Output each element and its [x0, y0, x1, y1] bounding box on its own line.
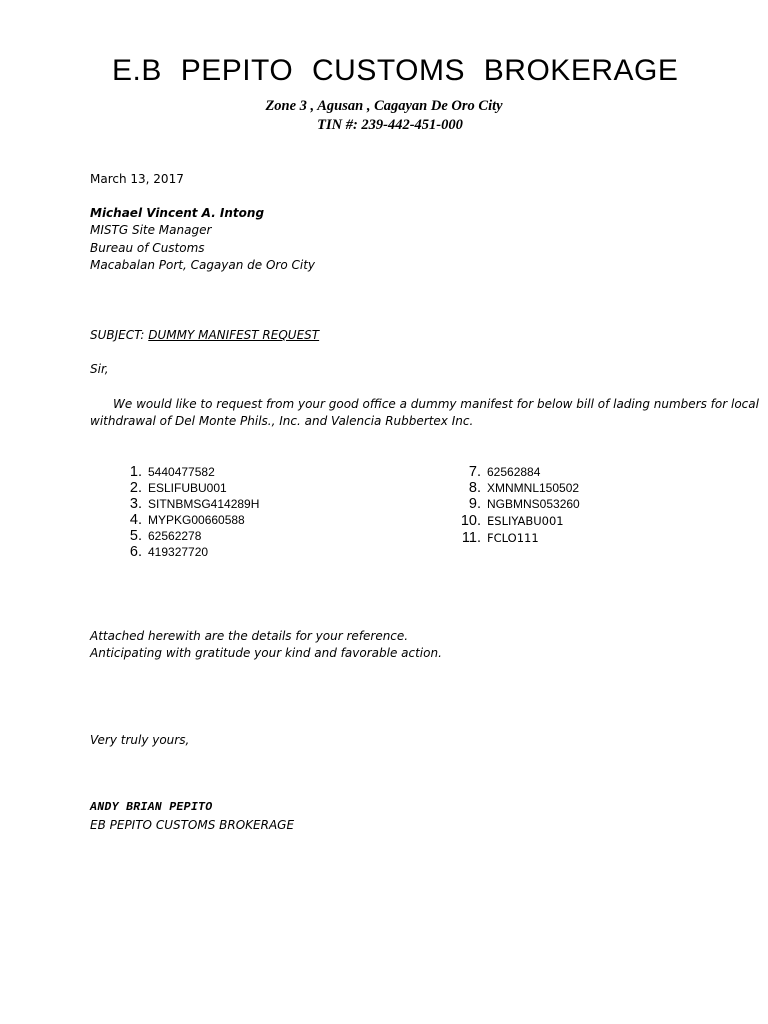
recipient-title: MISTG Site Manager — [90, 223, 212, 237]
list-item: 9. NGBMNS053260 — [468, 496, 580, 512]
signatory-name: ANDY BRIAN PEPITO — [90, 801, 213, 814]
company-tin: TIN #: 239-442-451-000 — [317, 117, 463, 133]
list-item: 3. SITNBMSG414289H — [129, 496, 260, 512]
list-item: 2. ESLIFUBU001 — [129, 480, 227, 496]
company-name: E.B PEPITO CUSTOMS BROKERAGE — [112, 54, 679, 87]
company-address: Zone 3 , Agusan , Cagayan De Oro City — [265, 98, 503, 114]
list-item: 7. 62562884 — [468, 464, 541, 480]
list-item: 11. FCLO111 — [461, 530, 539, 546]
recipient-office: Bureau of Customs — [90, 241, 205, 255]
list-item: 4. MYPKG00660588 — [129, 512, 245, 528]
list-item: 5. 62562278 — [129, 528, 202, 544]
list-item: 8. XMNMNL150502 — [468, 480, 580, 496]
subject-line — [90, 328, 319, 342]
list-item: 10. ESLIYABU001 — [460, 513, 564, 529]
letter-date: March 13, 2017 — [90, 172, 184, 186]
signatory-company: EB PEPITO CUSTOMS BROKERAGE — [90, 818, 295, 832]
subject-text: DUMMY MANIFEST REQUEST — [148, 328, 320, 342]
salutation: Sir, — [90, 362, 109, 376]
recipient-location: Macabalan Port, Cagayan de Oro City — [90, 258, 316, 272]
list-item: 6. 419327720 — [129, 544, 209, 560]
valediction: Very truly yours, — [90, 733, 190, 747]
body-line-2: withdrawal of Del Monte Phils., Inc. and Valencia Rubbertex Inc. — [90, 414, 474, 428]
list-item: 1. 5440477582 — [129, 464, 215, 480]
anticipating-note: Anticipating with gratitude your kind and favorable action. — [90, 646, 442, 660]
attached-note: Attached herewith are the details for your reference. — [90, 629, 409, 643]
subject-label: SUBJECT: — [90, 328, 145, 342]
recipient-name: Michael Vincent A. Intong — [90, 206, 265, 220]
body-line-1: We would like to request from your good office a dummy manifest for below bill of lading numbers for local — [113, 397, 759, 411]
